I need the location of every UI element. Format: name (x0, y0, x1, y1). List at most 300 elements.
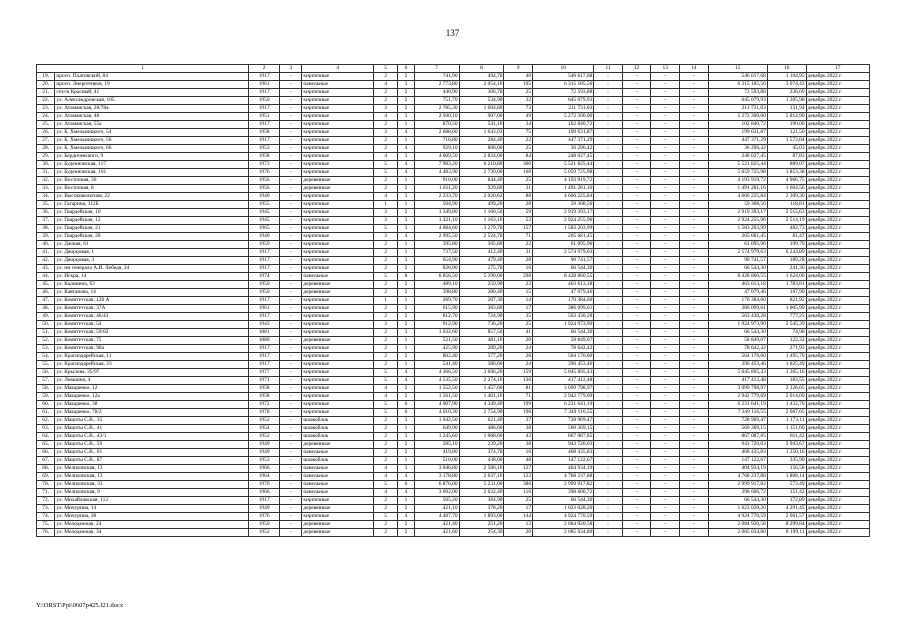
cell-cost-per-sqm: 573,49 (767, 481, 806, 489)
cell-local-budget: - (651, 401, 680, 409)
cell-owners-funds: - (680, 113, 709, 121)
cell-owners-funds: - (680, 337, 709, 345)
cell-repair-cost-total: 3 099 798,97 (533, 385, 594, 393)
table-row (37, 305, 870, 313)
cell-cost-per-sqm: 199,79 (767, 241, 806, 249)
cell-owners-funds: - (680, 305, 709, 313)
cell-cost-per-sqm: 5 812,90 (767, 113, 806, 121)
cell-repair-cost-owners: 66 544,30 (708, 497, 767, 505)
cell-year-built: 1958 (249, 153, 280, 161)
cell-regional-budget: - (622, 449, 651, 457)
cell-entrances: 2 (398, 441, 414, 449)
cell-regional-budget: - (622, 97, 651, 105)
cell-floors: 2 (373, 497, 397, 505)
cell-owners-funds: - (680, 489, 709, 497)
cell-entrances: 6 (398, 401, 414, 409)
cell-wall-material: кирпичные (302, 297, 373, 305)
cell-year-built: 1970 (249, 481, 280, 489)
cell-row-number: 65. (37, 441, 55, 449)
cell-regional-budget: - (622, 337, 651, 345)
cell-local-budget: - (651, 97, 680, 105)
cell-regional-budget: - (622, 289, 651, 297)
cell-total-area: 1 321,10 (414, 217, 459, 225)
cell-cost-per-sqm: 2 601,57 (767, 513, 806, 521)
cell-planned-completion: декабрь 2022 г. (806, 425, 869, 433)
cell-repair-cost-total: 386 099,61 (533, 305, 594, 313)
cell-planned-completion: декабрь 2022 г. (806, 137, 869, 145)
cell-repair-cost-total: 7 349 116,55 (533, 409, 594, 417)
cell-wall-material: кирпичные (302, 217, 373, 225)
cell-repair-cost-total: 1 491 281,16 (533, 185, 594, 193)
table-row (37, 465, 870, 473)
table-row (37, 129, 870, 137)
cell-address: ул. Макаренко, 38 (55, 401, 249, 409)
cell-local-budget: - (651, 369, 680, 377)
cell-planned-completion: декабрь 2022 г. (806, 225, 869, 233)
cell-year-reconstructed: - (279, 505, 301, 513)
cell-address: ул. Краснодарейская, 23 (55, 361, 249, 369)
cell-wall-material: кирпичные (302, 385, 373, 393)
cell-fund-support: - (594, 449, 623, 457)
cell-row-number: 44. (37, 273, 55, 281)
cell-address: ул. Мичурина, 28 (55, 513, 249, 521)
cell-repair-cost-total: 6 315 185,56 (533, 81, 594, 89)
cell-cost-per-sqm: 74,98 (767, 329, 806, 337)
table-row (37, 113, 870, 121)
cell-address: ул. Восточная, 8 (55, 185, 249, 193)
cell-local-budget: - (651, 257, 680, 265)
cell-owners-funds: - (680, 89, 709, 97)
cell-row-number: 29. (37, 153, 55, 161)
cell-planned-completion: декабрь 2022 г. (806, 153, 869, 161)
cell-repair-cost-total: 396 453,46 (533, 361, 594, 369)
cell-cost-per-sqm: 1 205,98 (767, 97, 806, 105)
cell-wall-material: кирпичные (302, 497, 373, 505)
cell-owners-funds: - (680, 209, 709, 217)
cell-local-budget: - (651, 177, 680, 185)
cell-cost-per-sqm: 335,90 (767, 457, 806, 465)
cell-residents: 116 (504, 489, 533, 497)
column-number-header: 17 (806, 65, 869, 73)
cell-repair-cost-owners: 205 681,45 (708, 233, 767, 241)
cell-local-budget: - (651, 481, 680, 489)
cell-address: ул. Комитетская, 59/62 (55, 329, 249, 337)
cell-total-area: 1 245,60 (414, 433, 459, 441)
column-number-header: 16 (767, 65, 806, 73)
cell-year-built: 1940 (249, 233, 280, 241)
table-row (37, 337, 870, 345)
cell-address: ул. Дворцовая, 1 (55, 249, 249, 257)
cell-repair-cost-total: 5 272 300,00 (533, 113, 594, 121)
cell-residents: 22 (504, 241, 533, 249)
cell-cost-per-sqm: 821,92 (767, 297, 806, 305)
cell-local-budget: - (651, 161, 680, 169)
cell-year-reconstructed: - (279, 329, 301, 337)
table-row (37, 409, 870, 417)
cell-year-built: 1956 (249, 185, 280, 193)
cell-owners-funds: - (680, 297, 709, 305)
cell-year-built: 1953 (249, 145, 280, 153)
cell-regional-budget: - (622, 297, 651, 305)
cell-repair-cost-total: 2 085 034,80 (533, 529, 594, 537)
cell-residents: 20 (504, 529, 533, 537)
cell-owners-funds: - (680, 233, 709, 241)
cell-floors: 3 (373, 217, 397, 225)
cell-floors: 5 (373, 169, 397, 177)
cell-regional-budget: - (622, 153, 651, 161)
cell-floors: 2 (373, 425, 397, 433)
cell-repair-cost-total: 1 583 203,99 (533, 225, 594, 233)
cell-address: ул. Мелиховская, 33 (55, 481, 249, 489)
cell-total-area: 2 785,30 (414, 105, 459, 113)
cell-year-reconstructed: - (279, 281, 301, 289)
cell-year-built: 1917 (249, 345, 280, 353)
cell-floors: 4 (373, 473, 397, 481)
cell-address: ул. Александровская, 105 (55, 97, 249, 105)
cell-year-built: 1953 (249, 457, 280, 465)
cell-entrances: 2 (398, 305, 414, 313)
cell-total-area: 1 042,50 (414, 417, 459, 425)
cell-repair-cost-total: 78 642,42 (533, 345, 594, 353)
cell-address: ул. Буденновская, 161 (55, 169, 249, 177)
cell-cost-per-sqm: 889,07 (767, 161, 806, 169)
cell-year-reconstructed: - (279, 297, 301, 305)
cell-floors: 2 (373, 249, 397, 257)
cell-year-reconstructed: - (279, 241, 301, 249)
cell-floors: 3 (373, 233, 397, 241)
cell-total-area: 505,20 (414, 497, 459, 505)
cell-fund-support: - (594, 369, 623, 377)
cell-year-reconstructed: - (279, 433, 301, 441)
cell-cost-per-sqm: 1 173,11 (767, 417, 806, 425)
cell-row-number: 42. (37, 257, 55, 265)
cell-year-reconstructed: - (279, 113, 301, 121)
cell-wall-material: панельные (302, 473, 373, 481)
cell-repair-cost-owners: 398 606,72 (708, 489, 767, 497)
cell-entrances: 4 (398, 369, 414, 377)
cell-address: ул. Комитетская, 90а (55, 345, 249, 353)
cell-repair-cost-total: 72 593,88 (533, 89, 594, 97)
cell-regional-budget: - (622, 201, 651, 209)
cell-year-reconstructed: - (279, 161, 301, 169)
cell-repair-cost-owners: 4 666 225,84 (708, 193, 767, 201)
cell-repair-cost-total: 4 666 225,84 (533, 193, 594, 201)
cell-planned-completion: декабрь 2022 г. (806, 249, 869, 257)
cell-year-reconstructed: - (279, 273, 301, 281)
cell-address: ул. Мичурина, 14 (55, 505, 249, 513)
cell-total-area: 751,70 (414, 97, 459, 105)
cell-residents: 37 (504, 417, 533, 425)
cell-fund-support: - (594, 321, 623, 329)
cell-residents: 144 (504, 513, 533, 521)
cell-local-budget: - (651, 305, 680, 313)
cell-residents: 88 (504, 193, 533, 201)
cell-cost-per-sqm: 1 624,06 (767, 273, 806, 281)
cell-year-reconstructed: - (279, 217, 301, 225)
cell-floors: 4 (373, 393, 397, 401)
cell-total-area: 1 349,80 (414, 209, 459, 217)
cell-year-built: 1976 (249, 513, 280, 521)
cell-owners-funds: - (680, 145, 709, 153)
table-row (37, 97, 870, 105)
cell-row-number: 71. (37, 489, 55, 497)
cell-living-area: 494,70 (459, 73, 504, 81)
cell-local-budget: - (651, 209, 680, 217)
cell-floors: 5 (373, 369, 397, 377)
cell-year-reconstructed: - (279, 481, 301, 489)
cell-year-built: 1952 (249, 433, 280, 441)
cell-cost-per-sqm: 1 151,60 (767, 425, 806, 433)
cell-residents: 20 (504, 337, 533, 345)
cell-fund-support: - (594, 137, 623, 145)
cell-fund-support: - (594, 129, 623, 137)
cell-total-area: 4 010,30 (414, 409, 459, 417)
cell-total-area: 716,80 (414, 137, 459, 145)
cell-entrances: 3 (398, 329, 414, 337)
table-row (37, 153, 870, 161)
cell-cost-per-sqm: 118,81 (767, 201, 806, 209)
cell-address: просп. Энергетиков, 19 (55, 81, 249, 89)
column-number-header: 15 (708, 65, 767, 73)
cell-fund-support: - (594, 73, 623, 81)
cell-regional-budget: - (622, 441, 651, 449)
cell-living-area: 412,40 (459, 249, 504, 257)
cell-fund-support: - (594, 521, 623, 529)
cell-floors: 2 (373, 353, 397, 361)
cell-owners-funds: - (680, 241, 709, 249)
cell-cost-per-sqm: 241,36 (767, 265, 806, 273)
cell-living-area: 499,20 (459, 201, 504, 209)
cell-entrances: 4 (398, 145, 414, 153)
cell-wall-material: кирпичные (302, 153, 373, 161)
cell-wall-material: кирпичные (302, 209, 373, 217)
cell-living-area: 534,90 (459, 97, 504, 105)
cell-year-built: 1917 (249, 313, 280, 321)
cell-living-area: 4 349,40 (459, 401, 504, 409)
cell-fund-support: - (594, 417, 623, 425)
cell-floors: 2 (373, 305, 397, 313)
cell-local-budget: - (651, 241, 680, 249)
cell-repair-cost-owners: 5 521 825,44 (708, 161, 767, 169)
cell-owners-funds: - (680, 497, 709, 505)
cell-cost-per-sqm: 167,90 (767, 289, 806, 297)
table-row (37, 313, 870, 321)
cell-total-area: 2 995,50 (414, 233, 459, 241)
cell-year-reconstructed: - (279, 225, 301, 233)
cell-entrances: 4 (398, 377, 414, 385)
cell-row-number: 26. (37, 129, 55, 137)
cell-wall-material: кирпичные (302, 305, 373, 313)
cell-cost-per-sqm: 87,83 (767, 153, 806, 161)
cell-regional-budget: - (622, 329, 651, 337)
cell-living-area: 2 637,10 (459, 473, 504, 481)
table-row (37, 145, 870, 153)
cell-address: ул. Гагарина, 112Б (55, 201, 249, 209)
cell-repair-cost-owners: 560 369,15 (708, 425, 767, 433)
cell-owners-funds: - (680, 441, 709, 449)
cell-year-built: 1917 (249, 353, 280, 361)
cell-total-area: 737,50 (414, 249, 459, 257)
cell-owners-funds: - (680, 273, 709, 281)
cell-entrances: 1 (398, 201, 414, 209)
cell-owners-funds: - (680, 257, 709, 265)
cell-row-number: 41. (37, 249, 55, 257)
cell-wall-material: деревянные (302, 337, 373, 345)
cell-residents: 168 (504, 169, 533, 177)
cell-year-built: 1950 (249, 281, 280, 289)
cell-entrances: 2 (398, 505, 414, 513)
cell-owners-funds: - (680, 329, 709, 337)
cell-floors: 3 (373, 209, 397, 217)
cell-total-area: 4 009,50 (414, 153, 459, 161)
cell-cost-per-sqm: 151,42 (767, 489, 806, 497)
table-row (37, 529, 870, 537)
cell-owners-funds: - (680, 281, 709, 289)
cell-local-budget: - (651, 249, 680, 257)
cell-floors: 2 (373, 529, 397, 537)
cell-entrances: 6 (398, 481, 414, 489)
table-body (37, 73, 870, 537)
cell-owners-funds: - (680, 409, 709, 417)
cell-owners-funds: - (680, 121, 709, 129)
cell-total-area: 489,10 (414, 281, 459, 289)
cell-regional-budget: - (622, 169, 651, 177)
cell-residents: 28 (504, 257, 533, 265)
cell-living-area: 1 401,10 (459, 393, 504, 401)
cell-entrances: 2 (398, 289, 414, 297)
cell-living-area: 1 893,00 (459, 513, 504, 521)
cell-repair-cost-owners: 404 934,19 (708, 465, 767, 473)
cell-local-budget: - (651, 473, 680, 481)
cell-year-reconstructed: - (279, 121, 301, 129)
cell-repair-cost-owners: 2 574 979,63 (708, 249, 767, 257)
cell-planned-completion: декабрь 2022 г. (806, 433, 869, 441)
cell-local-budget: - (651, 489, 680, 497)
cell-repair-cost-total: 66 544,30 (533, 497, 594, 505)
cell-regional-budget: - (622, 249, 651, 257)
cell-year-built: 1949 (249, 505, 280, 513)
cell-regional-budget: - (622, 369, 651, 377)
cell-living-area: 1 457,60 (459, 385, 504, 393)
table-row (37, 473, 870, 481)
column-number-header: 2 (249, 65, 280, 73)
cell-year-reconstructed: - (279, 249, 301, 257)
cell-total-area: 2 688,60 (414, 129, 459, 137)
cell-year-reconstructed: - (279, 81, 301, 89)
cell-living-area: 2 274,10 (459, 377, 504, 385)
cell-residents: 24 (504, 345, 533, 353)
cell-year-built: 1950 (249, 97, 280, 105)
cell-owners-funds: - (680, 449, 709, 457)
cell-living-area: 2 824,00 (459, 153, 504, 161)
cell-repair-cost-owners: 546 617,68 (708, 73, 767, 81)
cell-repair-cost-owners: 59 308,56 (708, 201, 767, 209)
cell-owners-funds: - (680, 137, 709, 145)
cell-regional-budget: - (622, 489, 651, 497)
cell-address: ул. Дворцовая, 3 (55, 257, 249, 265)
cell-planned-completion: декабрь 2022 г. (806, 289, 869, 297)
cell-fund-support: - (594, 209, 623, 217)
cell-owners-funds: - (680, 217, 709, 225)
cell-year-built: 1917 (249, 249, 280, 257)
cell-repair-cost-total: 248 027,45 (533, 153, 594, 161)
cell-wall-material: шлакоблок (302, 433, 373, 441)
cell-entrances: 8 (398, 273, 414, 281)
cell-repair-cost-total: 564 176,60 (533, 353, 594, 361)
cell-floors: 1 (373, 297, 397, 305)
cell-year-built: 1917 (249, 89, 280, 97)
cell-year-built: 1961 (249, 81, 280, 89)
cell-fund-support: - (594, 121, 623, 129)
cell-total-area: 440,90 (414, 89, 459, 97)
column-number-header: 7 (414, 65, 459, 73)
cell-planned-completion: декабрь 2022 г. (806, 169, 869, 177)
cell-repair-cost-total: 4 193 919,72 (533, 177, 594, 185)
cell-year-built: 1965 (249, 225, 280, 233)
cell-address: ул. Молодежная, 24 (55, 521, 249, 529)
cell-fund-support: - (594, 377, 623, 385)
cell-living-area: 5 231,00 (459, 481, 504, 489)
cell-floors: 2 (373, 121, 397, 129)
cell-local-budget: - (651, 377, 680, 385)
cell-address: ул. Комитетская, 37А (55, 305, 249, 313)
cell-row-number: 69. (37, 473, 55, 481)
cell-owners-funds: - (680, 169, 709, 177)
cell-total-area: 504,90 (414, 201, 459, 209)
cell-year-reconstructed: - (279, 193, 301, 201)
cell-repair-cost-total: 147 122,67 (533, 457, 594, 465)
cell-fund-support: - (594, 425, 623, 433)
cell-repair-cost-total: 867 087,85 (533, 433, 594, 441)
cell-planned-completion: декабрь 2022 г. (806, 361, 869, 369)
cell-year-built: 1917 (249, 73, 280, 81)
cell-living-area: 6 210,80 (459, 161, 504, 169)
cell-repair-cost-owners: 36 296,42 (708, 145, 767, 153)
cell-entrances: 3 (398, 193, 414, 201)
cell-planned-completion: декабрь 2022 г. (806, 129, 869, 137)
cell-total-area: 2 773,80 (414, 81, 459, 89)
cell-planned-completion: декабрь 2022 г. (806, 417, 869, 425)
cell-entrances: 3 (398, 433, 414, 441)
table-row (37, 385, 870, 393)
cell-year-built: 1917 (249, 137, 280, 145)
cell-owners-funds: - (680, 225, 709, 233)
cell-floors: 2 (373, 177, 397, 185)
cell-year-reconstructed: - (279, 73, 301, 81)
cell-repair-cost-total: 6 231 641,19 (533, 401, 594, 409)
cell-fund-support: - (594, 441, 623, 449)
cell-address: ул. Гвардейская, 28 (55, 233, 249, 241)
cell-regional-budget: - (622, 457, 651, 465)
cell-local-budget: - (651, 513, 680, 521)
cell-local-budget: - (651, 409, 680, 417)
cell-regional-budget: - (622, 481, 651, 489)
cell-repair-cost-owners: 5 059 725,98 (708, 169, 767, 177)
cell-address: ул. Мацоты С.В., 59 (55, 441, 249, 449)
cell-wall-material: деревянные (302, 289, 373, 297)
cell-local-budget: - (651, 105, 680, 113)
cell-wall-material: деревянные (302, 281, 373, 289)
cell-owners-funds: - (680, 473, 709, 481)
cell-planned-completion: декабрь 2022 г. (806, 369, 869, 377)
cell-planned-completion: декабрь 2022 г. (806, 377, 869, 385)
cell-owners-funds: - (680, 81, 709, 89)
cell-fund-support: - (594, 401, 623, 409)
cell-year-reconstructed: - (279, 377, 301, 385)
cell-floors: 2 (373, 265, 397, 273)
cell-living-area: 378,20 (459, 505, 504, 513)
cell-year-built: 1959 (249, 241, 280, 249)
